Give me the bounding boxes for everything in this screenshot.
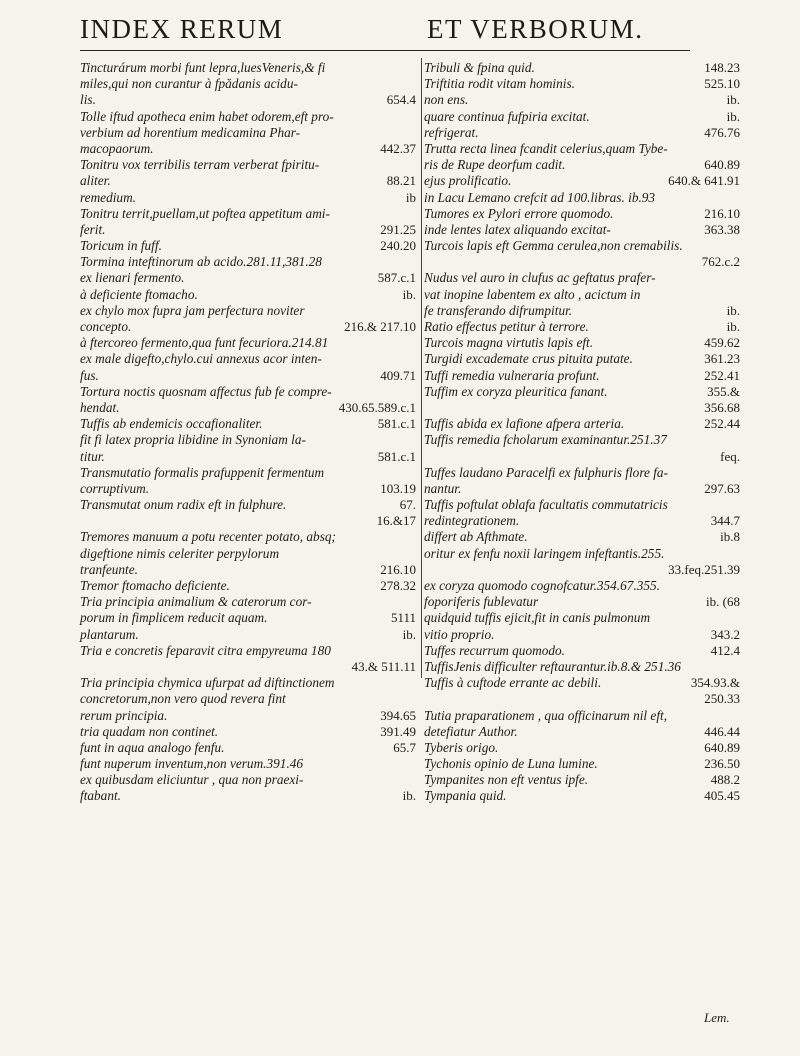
- index-entry: [424, 335, 740, 351]
- entry-text: aliter.: [80, 173, 111, 189]
- index-entry: [424, 724, 740, 740]
- entry-reference: 216.10: [704, 205, 740, 221]
- entry-reference: 297.63: [704, 480, 740, 496]
- entry-text: in Lacu Lemano crefcit ad 100.libras. ib.93: [424, 189, 656, 205]
- entry-text: Tribuli & fpina quid.: [424, 60, 535, 75]
- index-entry: [424, 788, 740, 804]
- entry-reference: 43.& 511.11: [351, 658, 416, 674]
- index-entry: [80, 335, 416, 351]
- entry-reference: 442.37: [380, 140, 416, 156]
- index-entry: [80, 287, 416, 303]
- entry-reference: 354.93.&: [690, 675, 740, 691]
- index-entry: [80, 60, 416, 76]
- entry-reference: 525.10: [704, 76, 740, 92]
- entry-reference: 363.38: [704, 221, 740, 237]
- entry-reference: ib.: [726, 319, 740, 334]
- entry-text: Tria e concretis feparavit citra empyreuma 180: [80, 642, 331, 658]
- entry-reference: 640.& 641.91: [668, 173, 740, 189]
- entry-reference: 65.7: [393, 739, 416, 755]
- entry-reference: 581.c.1: [377, 416, 416, 432]
- index-entry: [80, 76, 416, 92]
- index-entry: [424, 497, 740, 513]
- index-entry: [80, 303, 416, 319]
- index-entry: [80, 109, 416, 125]
- entry-text: Tria principia animalium & caterorum cor-: [80, 594, 312, 610]
- index-entry: [80, 740, 416, 756]
- entry-text: Tuffes recurrum quomodo.: [424, 642, 565, 658]
- running-title-left: INDEX RERUM: [80, 14, 284, 44]
- entry-reference: 640.89: [704, 157, 740, 173]
- entry-text: à deficiente ftomacho.: [80, 286, 198, 302]
- running-title-right: ET VERBORUM.: [427, 14, 644, 44]
- catchword: Lem.: [704, 1010, 730, 1025]
- index-entry: [80, 416, 416, 432]
- entry-text: funt nuperum inventum,non verum.391.46: [80, 756, 304, 772]
- entry-reference: ib.: [726, 92, 740, 108]
- entry-text: Tuffis poftulat oblafa facultatis commutatricis: [424, 497, 668, 513]
- entry-text: detefiatur Author.: [424, 723, 518, 739]
- entry-text: digeftione nimis celeriter perpylorum: [80, 545, 280, 561]
- index-entry: [424, 562, 740, 578]
- entry-text: refrigerat.: [424, 124, 479, 140]
- entry-reference: 361.23: [704, 351, 740, 367]
- index-entry: [80, 724, 416, 740]
- left-column: [80, 60, 416, 805]
- entry-reference: 33.feq.251.39: [668, 561, 740, 577]
- index-entry: [424, 384, 740, 400]
- entry-text: Tuffes laudano Paracelfi ex fulphuris flore fa-: [424, 464, 669, 480]
- entry-text: Tuffim ex coryza pleuritica fanant.: [424, 383, 608, 399]
- entry-reference: 409.71: [380, 367, 416, 383]
- index-entry: [80, 92, 416, 108]
- index-entry: [424, 643, 740, 659]
- index-entry: [424, 432, 740, 448]
- entry-reference: 405.45: [704, 788, 740, 804]
- entry-text: Tonitru vox terribilis terram verberat fpiritu-: [80, 157, 320, 173]
- index-entry: [80, 756, 416, 772]
- index-entry: [80, 222, 416, 238]
- entry-text: à ftercoreo fermento,qua funt fecuriora.214.81: [80, 335, 329, 351]
- entry-text: oritur ex fenfu noxii laringem infeftantis.255.: [424, 545, 665, 561]
- index-entry: [424, 691, 740, 707]
- index-entry: [80, 562, 416, 578]
- index-entry: [424, 76, 740, 92]
- index-entry: [424, 578, 740, 594]
- entry-reference: 216.& 217.10: [344, 319, 416, 334]
- entry-reference: 488.2: [710, 772, 740, 788]
- index-entry: [80, 675, 416, 691]
- entry-text: ris de Rupe deorfum cadit.: [424, 157, 566, 173]
- index-entry: [80, 788, 416, 804]
- entry-reference: 654.4: [386, 92, 416, 108]
- entry-text: tranfeunte.: [80, 561, 138, 577]
- entry-reference: ib.: [402, 286, 416, 302]
- index-entry: [80, 708, 416, 724]
- index-entry: [80, 659, 416, 675]
- entry-reference: ib.: [726, 108, 740, 124]
- index-entry: [80, 206, 416, 222]
- index-entry: [424, 206, 740, 222]
- entry-text: Trutta recta linea fcandit celerius,quam Tybe-: [424, 140, 668, 156]
- index-entry: [80, 691, 416, 707]
- entry-text: inde lentes latex aliquando excitat-: [424, 221, 611, 237]
- index-entry: [424, 400, 740, 416]
- entry-text: macopaorum.: [80, 140, 154, 156]
- entry-text: miles,qui non curantur à fpădanis acidu-: [80, 76, 298, 92]
- index-entry: [80, 173, 416, 189]
- entry-reference: 476.76: [704, 124, 740, 140]
- entry-text: corruptivum.: [80, 480, 150, 496]
- index-entry: [424, 125, 740, 141]
- entry-text: vitio proprio.: [424, 626, 495, 642]
- index-entry: [80, 125, 416, 141]
- entry-text: Toricum in fuff.: [80, 238, 162, 254]
- entry-reference: 16.&17: [376, 513, 416, 529]
- entry-reference: ib.8: [720, 529, 740, 545]
- entry-reference: ib.: [402, 626, 416, 642]
- entry-reference: 391.49: [380, 723, 416, 739]
- entry-text: Nudus vel auro in clufus ac geftatus prafer-: [424, 270, 656, 286]
- index-entry: [424, 319, 740, 335]
- entry-text: titur.: [80, 448, 105, 464]
- entry-text: Tympanites non eft ventus ipfe.: [424, 772, 589, 788]
- entry-reference: 148.23: [704, 60, 740, 75]
- entry-reference: 291.25: [380, 221, 416, 237]
- entry-reference: 67.: [399, 497, 416, 513]
- entry-text: ejus prolificatio.: [424, 173, 512, 189]
- entry-reference: 5111: [390, 610, 416, 626]
- index-entry: [424, 594, 740, 610]
- index-entry: [80, 497, 416, 513]
- entry-text: Tuffi remedia vulneraria profunt.: [424, 367, 600, 383]
- index-entry: [424, 109, 740, 125]
- entry-text: remedium.: [80, 189, 137, 205]
- entry-text: ex male digefto,chylo.cui annexus acor inten-: [80, 351, 322, 367]
- right-column: [424, 60, 740, 805]
- entry-text: plantarum.: [80, 626, 139, 642]
- entry-text: tria quadam non continet.: [80, 723, 219, 739]
- entry-reference: 356.68: [704, 399, 740, 415]
- entry-text: concretorum,non vero quod revera fint: [80, 691, 286, 707]
- entry-reference: 344.7: [710, 513, 740, 529]
- index-entry: [424, 303, 740, 319]
- entry-reference: 412.4: [710, 642, 740, 658]
- index-entry: [424, 627, 740, 643]
- entry-text: ex quibusdam eliciuntur , qua non praexi-: [80, 772, 304, 788]
- index-entry: [80, 449, 416, 465]
- index-entry: [424, 610, 740, 626]
- index-entry: [80, 157, 416, 173]
- index-entry: [80, 546, 416, 562]
- index-entry: [424, 238, 740, 254]
- index-entry: [80, 529, 416, 545]
- index-entry: [424, 287, 740, 303]
- index-entry: [80, 772, 416, 788]
- entry-text: quidquid tuffis ejicit,fit in canis pulmonum: [424, 610, 651, 626]
- index-entry: [424, 659, 740, 675]
- entry-reference: 103.19: [380, 480, 416, 496]
- index-entry: [80, 578, 416, 594]
- index-entry: [80, 481, 416, 497]
- index-entry: [424, 190, 740, 206]
- entry-text: Ratio effectus petitur à terrore.: [424, 319, 589, 334]
- entry-text: nantur.: [424, 480, 462, 496]
- entry-text: Turcois magna virtutis lapis eft.: [424, 335, 594, 351]
- entry-reference: 430.65.589.c.1: [338, 399, 416, 415]
- index-entry: [424, 465, 740, 481]
- entry-reference: feq.: [720, 448, 740, 464]
- entry-reference: 236.50: [704, 756, 740, 772]
- entry-reference: 252.41: [704, 367, 740, 383]
- entry-text: Tria principia chymica ufurpat ad diftinctionem: [80, 675, 335, 691]
- index-entry: [424, 92, 740, 108]
- entry-text: Tympania quid.: [424, 788, 507, 804]
- entry-text: Tolle iftud apotheca enim habet odorem,eft pro-: [80, 108, 334, 124]
- index-entry: [424, 222, 740, 238]
- index-entry: [424, 513, 740, 529]
- index-entry: [424, 351, 740, 367]
- index-entry: [80, 141, 416, 157]
- index-entry: [424, 173, 740, 189]
- index-entry: [80, 465, 416, 481]
- entry-text: Turcois lapis eft Gemma cerulea,non cremabilis.: [424, 238, 683, 254]
- entry-text: Tremores manuum a potu recenter potato, absq;: [80, 529, 336, 545]
- entry-text: Tormina inteftinorum ab acido.281.11,381.28: [80, 254, 322, 270]
- entry-text: Transmutatio formalis prafuppenit fermentum: [80, 464, 325, 480]
- entry-reference: 278.32: [380, 578, 416, 593]
- index-entry: [80, 384, 416, 400]
- entry-reference: ib.: [402, 788, 416, 804]
- entry-text: quare continua fufpiria excitat.: [424, 108, 590, 124]
- entry-text: Tychonis opinio de Luna lumine.: [424, 756, 598, 772]
- entry-reference: ib.: [726, 302, 740, 318]
- entry-text: fe transferando difrumpitur.: [424, 302, 573, 318]
- entry-text: Tortura noctis quosnam affectus fub fe compre-: [80, 383, 332, 399]
- entry-text: Tuffis abida ex lafione afpera arteria.: [424, 416, 625, 432]
- entry-text: Tutia praparationem , qua officinarum nil eft,: [424, 707, 668, 723]
- index-entry: [424, 772, 740, 788]
- entry-text: rerum principia.: [80, 707, 168, 723]
- index-entry: [424, 449, 740, 465]
- entry-text: Tyberis origo.: [424, 739, 499, 755]
- entry-text: Tuffis à cuftode errante ac debili.: [424, 675, 602, 691]
- index-entry: [80, 643, 416, 659]
- entry-text: lis.: [80, 92, 96, 108]
- entry-text: Tonitru territ,puellam,ut poftea appetitum ami-: [80, 205, 330, 221]
- entry-reference: 343.2: [710, 626, 740, 642]
- index-entry: [424, 254, 740, 270]
- entry-text: Tuffis ab endemicis occafionaliter.: [80, 416, 263, 432]
- index-entry: [80, 610, 416, 626]
- entry-text: ferit.: [80, 221, 106, 237]
- entry-text: Tumores ex Pylori errore quomodo.: [424, 205, 614, 221]
- entry-reference: 250.33: [704, 691, 740, 707]
- index-entry: [80, 432, 416, 448]
- entry-text: Transmutat onum radix eft in fulphure.: [80, 497, 287, 513]
- index-entry: [424, 416, 740, 432]
- entry-text: Turgidi excademate crus pituita putate.: [424, 351, 633, 367]
- page-header: [80, 14, 700, 54]
- entry-text: differt ab Afthmate.: [424, 529, 528, 545]
- entry-reference: 762.c.2: [701, 254, 740, 270]
- entry-reference: 581.c.1: [377, 448, 416, 464]
- index-entry: [424, 157, 740, 173]
- entry-reference: 394.65: [380, 707, 416, 723]
- index-entry: [424, 270, 740, 286]
- index-entry: [80, 238, 416, 254]
- index-entry: [80, 319, 416, 335]
- index-entry: [80, 270, 416, 286]
- index-entry: [80, 513, 416, 529]
- index-entry: [424, 481, 740, 497]
- entry-text: ex coryza quomodo cognofcatur.354.67.355.: [424, 578, 660, 593]
- entry-reference: ib: [405, 189, 416, 205]
- entry-text: ftabant.: [80, 788, 122, 804]
- index-entry: [80, 594, 416, 610]
- entry-text: ex chylo mox fupra jam perfectura noviter: [80, 302, 305, 318]
- entry-text: vat inopine labentem ex alto , acictum in: [424, 286, 641, 302]
- index-entry: [424, 740, 740, 756]
- index-entry: [424, 60, 740, 76]
- entry-reference: 355.&: [707, 383, 740, 399]
- entry-reference: 587.c.1: [377, 270, 416, 286]
- entry-text: porum in fimplicem reducit aquam.: [80, 610, 268, 626]
- index-entry: [424, 546, 740, 562]
- index-entry: [80, 400, 416, 416]
- index-entry: [424, 141, 740, 157]
- entry-text: concepto.: [80, 319, 132, 334]
- index-entry: [424, 675, 740, 691]
- index-entry: [424, 529, 740, 545]
- index-entry: [80, 190, 416, 206]
- entry-reference: 240.20: [380, 238, 416, 254]
- entry-text: funt in aqua analogo fenfu.: [80, 739, 225, 755]
- header-rule: [80, 50, 690, 51]
- entry-text: fit fi latex propria libidine in Synoniam la-: [80, 432, 306, 448]
- entry-reference: 640.89: [704, 739, 740, 755]
- index-entry: [80, 254, 416, 270]
- entry-text: redintegrationem.: [424, 513, 520, 529]
- entry-text: ex lienari fermento.: [80, 270, 185, 286]
- column-divider: [421, 58, 422, 678]
- entry-reference: 216.10: [380, 561, 416, 577]
- index-entry: [424, 708, 740, 724]
- entry-text: Tuffis remedia fcholarum examinantur.251.37: [424, 432, 667, 448]
- entry-text: non ens.: [424, 92, 469, 108]
- index-entry: [80, 351, 416, 367]
- index-entry: [80, 627, 416, 643]
- index-entry: [424, 368, 740, 384]
- entry-reference: 252.44: [704, 416, 740, 432]
- entry-reference: 459.62: [704, 335, 740, 351]
- entry-text: verbium ad horentium medicamina Phar-: [80, 124, 301, 140]
- entry-text: Triftitia rodit vitam hominis.: [424, 76, 575, 92]
- entry-reference: ib. (68: [706, 594, 740, 610]
- entry-text: Tremor ftomacho deficiente.: [80, 578, 230, 593]
- entry-reference: 88.21: [386, 173, 416, 189]
- index-entry: [424, 756, 740, 772]
- entry-text: fus.: [80, 367, 99, 383]
- entry-text: Tincturárum morbi funt lepra,luesVeneris,& fi: [80, 60, 326, 75]
- entry-text: TuffisJenis difficulter reftaurantur.ib.8.& 251.36: [424, 658, 681, 674]
- entry-reference: 446.44: [704, 723, 740, 739]
- entry-text: hendat.: [80, 399, 120, 415]
- index-entry: [80, 368, 416, 384]
- entry-text: foporiferis fublevatur: [424, 594, 539, 610]
